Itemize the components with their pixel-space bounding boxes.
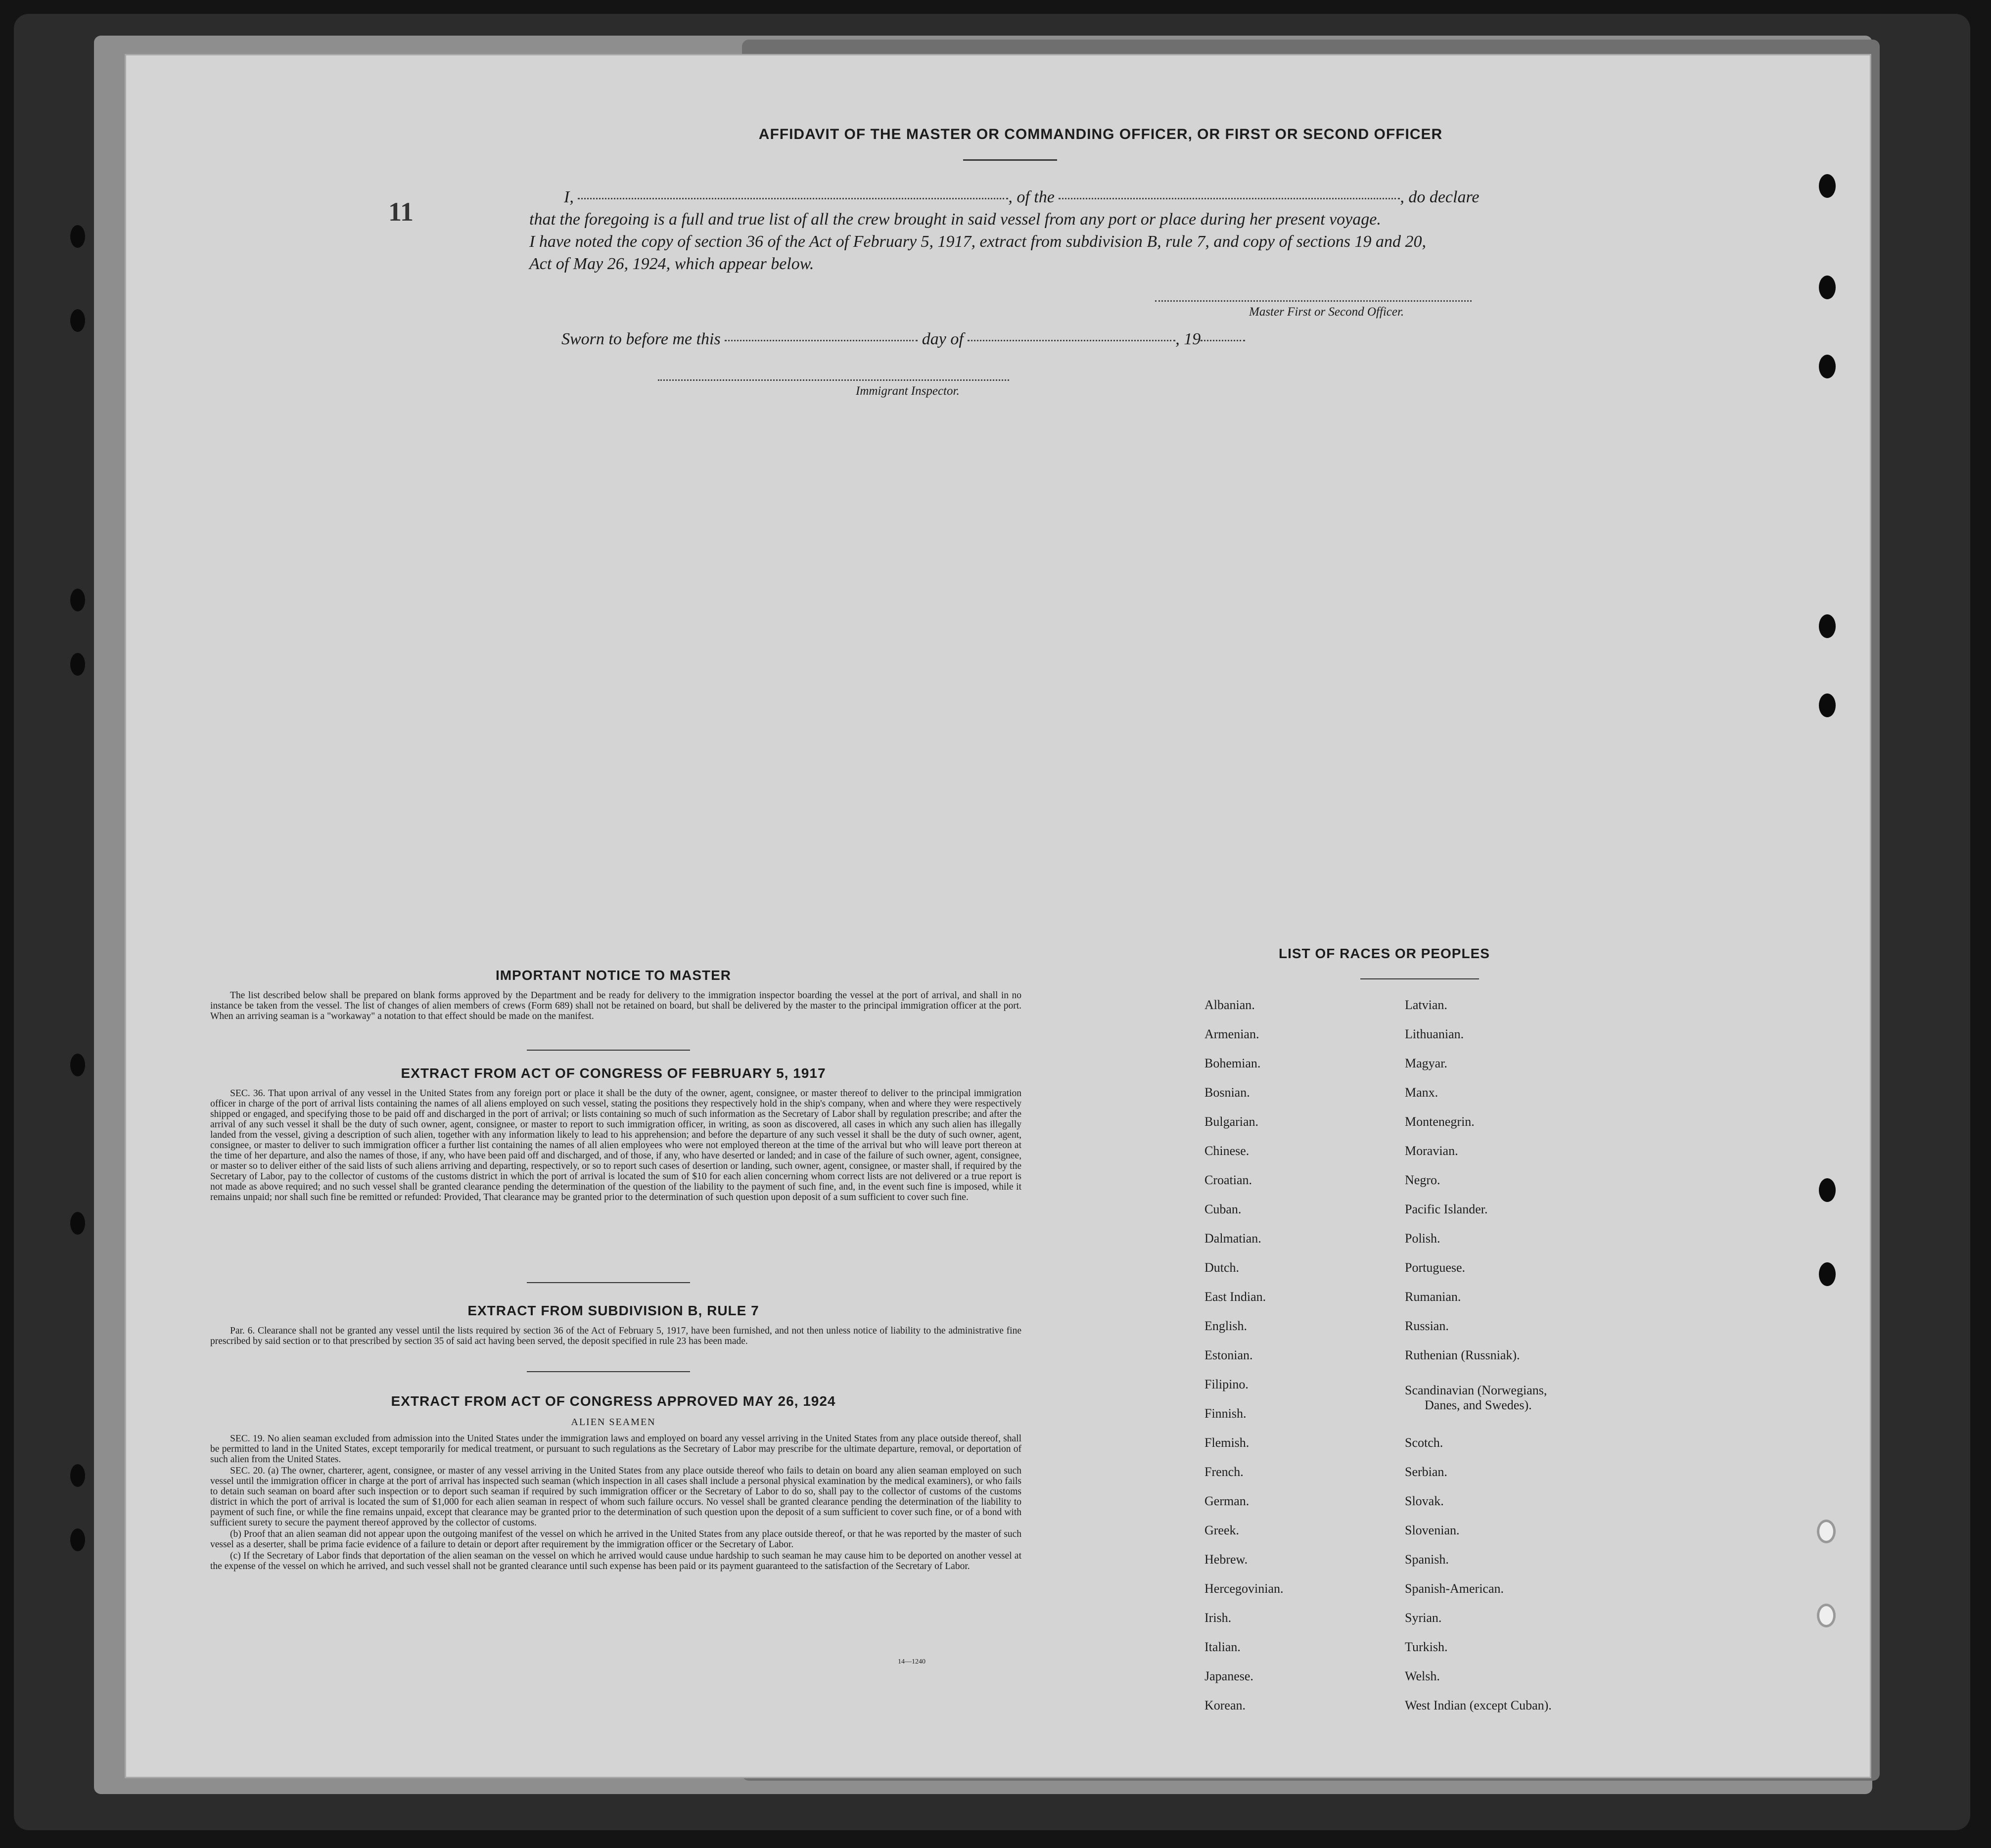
race-item: Hebrew. <box>1204 1552 1248 1567</box>
punch-hole-reinforced <box>1817 1604 1836 1627</box>
extract-1917-text <box>210 1088 1021 1203</box>
race-item: Portuguese. <box>1405 1260 1466 1275</box>
race-item: Russian. <box>1405 1319 1449 1333</box>
race-item: East Indian. <box>1204 1290 1266 1304</box>
binder-hole <box>70 1212 85 1235</box>
race-item: Magyar. <box>1405 1056 1447 1070</box>
notice-text <box>210 990 1021 1022</box>
punch-hole-reinforced <box>1817 1520 1836 1543</box>
race-item: Rumanian. <box>1405 1290 1461 1304</box>
separator-rule <box>527 1282 690 1283</box>
handwritten-mark: 11 <box>388 197 414 227</box>
race-item: Spanish-American. <box>1405 1581 1504 1596</box>
affidavit-line-4: Act of May 26, 1924, which appear below. <box>529 255 814 273</box>
race-item: Montenegrin. <box>1405 1114 1475 1129</box>
binder-hole <box>70 589 85 611</box>
races-title: LIST OF RACES OR PEOPLES <box>1279 946 1490 961</box>
paragraph-6: Par. 6. Clearance shall not be granted any vessel until the lists required by section 36 of the Act of February 5, 1917, have been furnished, and not then unless notice of liability to the administrative fine prescribed by said section or to that prescribed by section 35 of said act having been served, the deposit specified in rule 23 has been made. <box>210 1326 1021 1346</box>
sworn-prefix: Sworn to before me this <box>561 330 721 348</box>
race-item: Cuban. <box>1204 1202 1242 1216</box>
race-item: Ruthenian (Russniak). <box>1405 1348 1520 1362</box>
race-item: Finnish. <box>1204 1406 1247 1421</box>
race-item: Polish. <box>1405 1231 1440 1246</box>
separator-rule <box>527 1050 690 1051</box>
extract-1924-title: EXTRACT FROM ACT OF CONGRESS APPROVED MAY 26, 1924 <box>391 1393 836 1409</box>
race-item: German. <box>1204 1494 1250 1508</box>
title-rule <box>963 159 1057 161</box>
race-item: Welsh. <box>1405 1669 1440 1683</box>
race-item: Scandinavian (Norwegians, <box>1405 1383 1547 1397</box>
extract-1917-title: EXTRACT FROM ACT OF CONGRESS OF FEBRUARY 5, 1917 <box>401 1065 826 1081</box>
subdivision-b-text <box>210 1326 1021 1347</box>
race-item: Hercegovinian. <box>1204 1581 1284 1596</box>
race-item: Japanese. <box>1204 1669 1253 1683</box>
race-item: Syrian. <box>1405 1611 1442 1625</box>
race-item: Slovak. <box>1405 1494 1444 1508</box>
extract-1924-text <box>210 1433 1021 1572</box>
sworn-month-blank <box>968 340 1175 341</box>
race-item: Korean. <box>1204 1698 1246 1712</box>
race-item: Manx. <box>1405 1085 1438 1100</box>
race-item: Bulgarian. <box>1204 1114 1259 1129</box>
race-item: Scotch. <box>1405 1435 1443 1450</box>
race-item: Dalmatian. <box>1204 1231 1261 1246</box>
document-page <box>126 55 1870 1777</box>
punch-hole <box>1819 355 1836 378</box>
race-item: Lithuanian. <box>1405 1027 1464 1041</box>
binder-hole <box>70 1528 85 1551</box>
section-20b-paragraph: (b) Proof that an alien seaman did not appear upon the outgoing manifest of the vessel on which he arrived in the United States from any place outside thereof, or that he was reported by the master of such vessel as a deserter, shall be prima facie evidence of a failure to detain or deport after requirement by the immigration officer or the Secretary of Labor. <box>210 1529 1021 1550</box>
affidavit-line-3: I have noted the copy of section 36 of the Act of February 5, 1917, extract from subdivision B, rule 7, and copy of sections 19 and 20, <box>529 232 1427 251</box>
binder-hole <box>70 225 85 248</box>
affidavit-line-1 <box>564 188 1480 207</box>
binder-hole <box>70 309 85 332</box>
vessel-blank <box>1059 198 1400 199</box>
section-36-paragraph: SEC. 36. That upon arrival of any vessel in the United States from any foreign port or place it shall be the duty of the owner, agent, consignee, or master thereof to deliver to the principal immigration officer in charge of the port of arrival lists containing the names of all aliens employed on such vessel, stating the positions they respectively hold in the ship's company, when and where they were respectively shipped or engaged, and specifying those to be paid off and discharged in the port of arrival; or lists containing so much of such information as the Secretary of Labor shall by regulation prescribe; and after the arrival of any such vessel it shall be the duty of such owner, agent, consignee, or master to report to such immigration officer, in writing, as soon as discovered, all cases in which any such alien has illegally landed from the vessel, giving a description of such alien, together with any information likely to lead to his apprehension; and before the departure of any such vessel it shall be the duty of such owner, agent, consignee, or master to deliver to such immigration officer a further list containing the names of all alien employees who were not employed thereon at the time of the arrival but who will leave port thereon at the time of her departure, and also the names of those, if any, who have been paid off and discharged, and of those, if any, who have deserted or landed; and in case of the failure of such owner, agent, consignee, or master so to deliver either of the said lists of such aliens arriving and departing, respectively, or so to report such cases of desertion or landing, such owner, agent, consignee, or master shall, if required by the Secretary of Labor, pay to the collector of customs of the customs district in which the port of arrival is located the sum of $10 for each alien concerning whom correct lists are not delivered or a true report is not made as above required; and no such vessel shall be granted clearance pending the determination of the question of the liability to the payment of such fine, and, in the event such fine is imposed, while it remains unpaid; nor shall such fine be remitted or refunded: Provided, That clearance may be granted prior to the determination of such question upon deposit of a sum sufficient to cover such fine. <box>210 1088 1021 1202</box>
sworn-year-blank <box>1201 340 1245 341</box>
affidavit-of-the: , of the <box>1008 188 1055 206</box>
race-item: Estonian. <box>1204 1348 1253 1362</box>
sworn-day-of: day of <box>922 330 964 348</box>
race-item: Italian. <box>1204 1640 1241 1654</box>
race-item: Turkish. <box>1405 1640 1448 1654</box>
form-number: 14—1240 <box>898 1658 926 1665</box>
alien-seamen-subtitle: ALIEN SEAMEN <box>571 1417 656 1428</box>
race-item: Croatian. <box>1204 1173 1252 1187</box>
notice-title: IMPORTANT NOTICE TO MASTER <box>495 968 732 983</box>
race-item: Irish. <box>1204 1611 1232 1625</box>
races-rule <box>1360 978 1479 979</box>
race-item: French. <box>1204 1465 1244 1479</box>
separator-rule <box>527 1371 690 1372</box>
master-signature-line <box>1155 300 1472 302</box>
affidavit-i: I, <box>564 188 574 206</box>
punch-hole <box>1819 693 1836 717</box>
inspector-label: Immigrant Inspector. <box>856 384 960 398</box>
inspector-signature-line <box>658 379 1009 381</box>
binder-hole <box>70 1464 85 1487</box>
punch-hole <box>1819 276 1836 299</box>
race-item: Danes, and Swedes). <box>1425 1398 1532 1412</box>
affidavit-title: AFFIDAVIT OF THE MASTER OR COMMANDING OFFICER, OR FIRST OR SECOND OFFICER <box>758 126 1443 142</box>
race-item: Negro. <box>1405 1173 1440 1187</box>
race-item: Armenian. <box>1204 1027 1259 1041</box>
race-item: Dutch. <box>1204 1260 1240 1275</box>
race-item: Pacific Islander. <box>1405 1202 1488 1216</box>
race-item: Moravian. <box>1405 1144 1458 1158</box>
race-item: English. <box>1204 1319 1247 1333</box>
binder-hole <box>70 653 85 676</box>
race-item: Flemish. <box>1204 1435 1250 1450</box>
punch-hole <box>1819 614 1836 638</box>
race-item: West Indian (except Cuban). <box>1405 1698 1552 1712</box>
race-item: Slovenian. <box>1405 1523 1460 1537</box>
section-20c-paragraph: (c) If the Secretary of Labor finds that deportation of the alien seaman on the vessel on which he arrived would cause undue hardship to such seaman he may cause him to be deported on another vessel at the expense of the vessel on which he arrived, and such vessel shall not be granted clearance until such expense has been paid or its payment guaranteed to the satisfaction of the Secretary of Labor. <box>210 1551 1021 1571</box>
affidavit-line-2: that the foregoing is a full and true list of all the crew brought in said vessel from any port or place during her present voyage. <box>529 210 1381 229</box>
race-item: Bohemian. <box>1204 1056 1261 1070</box>
punch-hole <box>1819 1178 1836 1202</box>
race-item: Filipino. <box>1204 1377 1249 1391</box>
binder-hole <box>70 1054 85 1076</box>
race-item: Greek. <box>1204 1523 1240 1537</box>
notice-paragraph: The list described below shall be prepared on blank forms approved by the Department and be ready for delivery to the immigration inspector boarding the vessel at the port of arrival, and shall in no instance be taken from the vessel. The list of changes of alien members of crews (Form 689) shall not be retained on board, but shall be delivered by the master to the principal immigration officer at the port. When an arriving seaman is a "workaway" a notation to that effect should be made on the manifest. <box>210 990 1021 1021</box>
sworn-day-blank <box>725 340 918 341</box>
sworn-year: , 19 <box>1175 330 1201 348</box>
race-item: Serbian. <box>1405 1465 1447 1479</box>
race-item: Bosnian. <box>1204 1085 1250 1100</box>
sworn-line <box>561 330 1245 349</box>
punch-hole <box>1819 174 1836 198</box>
affidavit-do-declare: , do declare <box>1400 188 1480 206</box>
race-item: Spanish. <box>1405 1552 1449 1567</box>
subdivision-b-title: EXTRACT FROM SUBDIVISION B, RULE 7 <box>467 1303 759 1318</box>
punch-hole <box>1819 1262 1836 1286</box>
master-label: Master First or Second Officer. <box>1249 305 1404 319</box>
section-19-paragraph: SEC. 19. No alien seaman excluded from admission into the United States under the immigration laws and employed on board any vessel arriving in the United States from any place outside thereof, shall be permitted to land in the United States, except temporarily for medical treatment, or pursuant to such regulations as the Secretary of Labor may prescribe for the ultimate departure, removal, or deportation of such alien from the United States. <box>210 1433 1021 1465</box>
race-item: Albanian. <box>1204 998 1255 1012</box>
section-20a-paragraph: SEC. 20. (a) The owner, charterer, agent, consignee, or master of any vessel arriving in the United States from any place outside thereof who fails to detain on board any alien seaman employed on such vessel until the immigration officer in charge at the port of arrival has inspected such seaman (which inspection in all cases shall include a personal physical examination by the medical examiners), or who fails to detain such seaman on board after such inspection or to deport such seaman if required by such immigration officer or the Secretary of Labor to do so, shall pay to the collector of customs of the customs district in which the port of arrival is located the sum of $1,000 for each alien seaman in respect of whom such failure occurs. No vessel shall be granted clearance pending the determination of the liability to payment of such fine, or while the fine remains unpaid, except that clearance may be granted prior to the determination of such question upon the deposit of a sum sufficient to cover such fine, or of a bond with sufficient surety to secure the payment thereof approved by the collector of customs. <box>210 1466 1021 1528</box>
race-item: Latvian. <box>1405 998 1447 1012</box>
name-blank <box>578 198 1008 199</box>
race-item: Chinese. <box>1204 1144 1250 1158</box>
